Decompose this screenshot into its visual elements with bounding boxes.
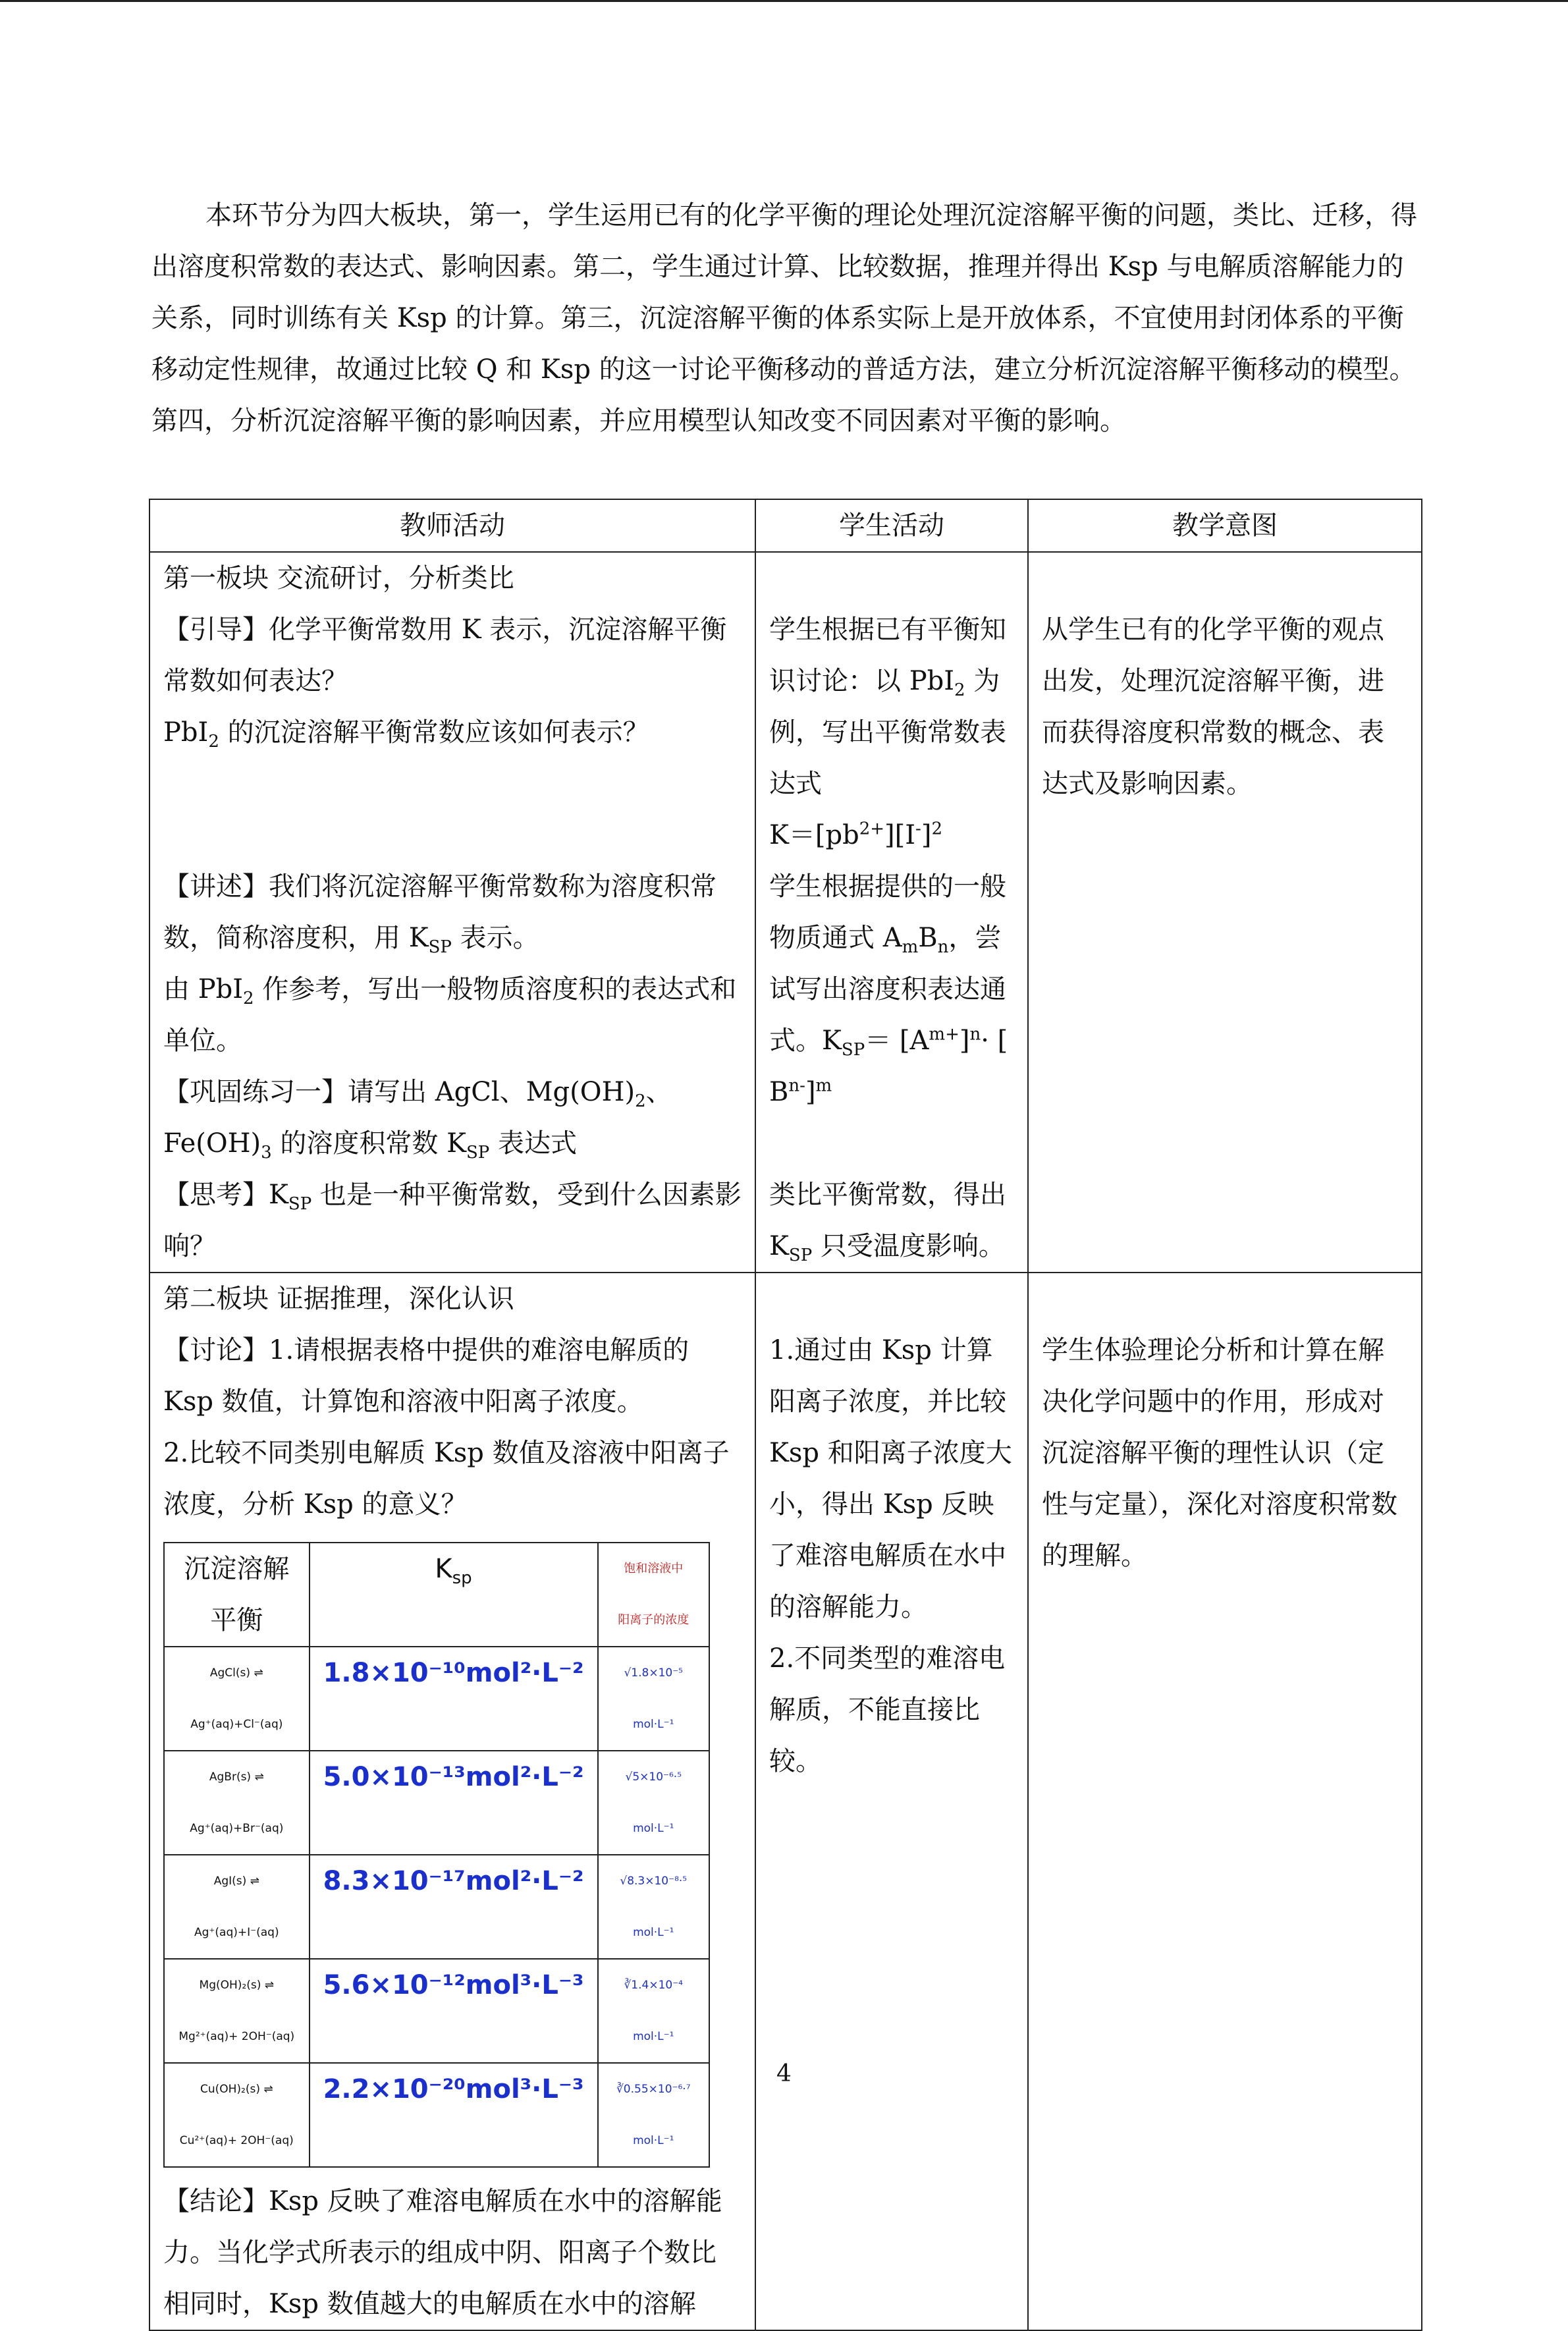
block2-student-2: 2.不同类型的难溶电解质，不能直接比较。 <box>769 1643 1006 1776</box>
block1-narration-general: 由 PbI$_2$ 作参考，写出一般物质溶度积的表达式和单位。 <box>163 974 737 1056</box>
block1-student-discuss: 学生根据已有平衡知识讨论：以 PbI$_2$ 为例，写出平衡常数表达式 <box>769 615 1006 799</box>
ksp-row-value: 2.2×10⁻²⁰mol³·L⁻³ <box>310 2063 598 2167</box>
ksp-row-equation: Mg(OH)₂(s) ⇌ Mg²⁺(aq)+ 2OH⁻(aq) <box>164 1959 310 2063</box>
intro-text: 本环节分为四大板块，第一，学生运用已有的化学平衡的理论处理沉淀溶解平衡的问题，类比、迁移，得出溶度积常数的表达式、影响因素。第二，学生通过计算、比较数据，推理并得出 Ksp 与电解质溶解能力的关系，同时训练有关 Ksp 的计算。第三，沉淀溶解平衡的体系实际上是开放体系，不宜使用封闭体系的平衡移动定性规律，故通过比较 Q 和 Ksp 的这一讨论平衡移动的普适方法，建立分析沉淀溶解平衡移动的模型。第四，分析沉淀溶解平衡的影响因素，并应用模型认知改变不同因素对平衡的影响。 <box>151 200 1417 436</box>
ksp-row <box>164 1751 709 1855</box>
ksp-row <box>164 1855 709 1959</box>
block1-student-conclusion: 类比平衡常数，得出 $K_{SP}$ 只受温度影响。 <box>769 1180 1006 1265</box>
block2-teacher-cell <box>149 1273 755 2330</box>
ksp-row-concentration: √8.3×10⁻⁸·⁵ mol·L⁻¹ <box>598 1855 710 1959</box>
intro-paragraph <box>151 190 1422 447</box>
ksp-row-equation: Cu(OH)₂(s) ⇌ Cu²⁺(aq)+ 2OH⁻(aq) <box>164 2063 310 2167</box>
block1-guide-pbi2: PbI$_2$ 的沉淀溶解平衡常数应该如何表示？ <box>163 717 649 752</box>
table-header-row <box>149 499 1422 552</box>
ksp-header-equilibrium: 沉淀溶解平衡 <box>164 1543 310 1647</box>
block1-guide: 【引导】化学平衡常数用 K 表示，沉淀溶解平衡常数如何表达？ <box>163 615 727 696</box>
ksp-row <box>164 1959 709 2063</box>
block2-conclusion: 【结论】Ksp 反映了难溶电解质在水中的溶解能力。当化学式所表示的组成中阴、阳离子个数比相同时，Ksp 数值越大的电解质在水中的溶解 <box>163 2186 722 2319</box>
top-border-line <box>0 0 1568 2</box>
block1-student-k-expr: $K=[pb^{2+}][I^-]^2$ <box>769 819 942 850</box>
block2-intent-cell <box>1028 1273 1422 2330</box>
block2-row <box>149 1273 1422 2330</box>
ksp-header-row <box>164 1543 709 1647</box>
ksp-header-ksp: $K_{sp}$ <box>310 1543 598 1647</box>
header-student: 学生活动 <box>755 499 1028 552</box>
ksp-row-concentration: ∛1.4×10⁻⁴ mol·L⁻¹ <box>598 1959 710 2063</box>
block1-intent-cell <box>1028 552 1422 1273</box>
ksp-row-value: 1.8×10⁻¹⁰mol²·L⁻² <box>310 1647 598 1751</box>
block1-narration: 【讲述】我们将沉淀溶解平衡常数称为溶度积常数，简称溶度积，用 $K_{SP}$ 表示。 <box>163 871 716 957</box>
block2-discuss-2: 2.比较不同类别电解质 Ksp 数值及溶液中阳离子浓度，分析 Ksp 的意义？ <box>163 1438 730 1520</box>
ksp-row-equation: AgCl(s) ⇌ Ag⁺(aq)+Cl⁻(aq) <box>164 1647 310 1751</box>
block1-student-general: 学生根据提供的一般物质通式 $A_mB_n$，尝试写出溶度积表达通式。$K_{SP}= [A^{m+}]^n\cdot$ [ $B^{n-}]^m$ <box>769 871 1008 1107</box>
block1-student-cell <box>755 552 1028 1273</box>
block2-title: 第二板块 证据推理，深化认识 <box>163 1284 514 1314</box>
header-teacher: 教师活动 <box>149 499 755 552</box>
ksp-row-value: 5.6×10⁻¹²mol³·L⁻³ <box>310 1959 598 2063</box>
ksp-row-concentration: √5×10⁻⁶·⁵ mol·L⁻¹ <box>598 1751 710 1855</box>
ksp-header-concentration: 饱和溶液中 阳离子的浓度 <box>598 1543 710 1647</box>
ksp-row-equation: AgI(s) ⇌ Ag⁺(aq)+I⁻(aq) <box>164 1855 310 1959</box>
block1-title: 第一板块 交流研讨，分析类比 <box>163 563 514 593</box>
page-number: 4 <box>776 2060 792 2087</box>
block2-discuss-1: 【讨论】1.请根据表格中提供的难溶电解质的 Ksp 数值，计算饱和溶液中阳离子浓度。 <box>163 1335 689 1417</box>
ksp-row-value: 5.0×10⁻¹³mol²·L⁻² <box>310 1751 598 1855</box>
block1-teacher-cell <box>149 552 755 1273</box>
ksp-row-concentration: ∛0.55×10⁻⁶·⁷ mol·L⁻¹ <box>598 2063 710 2167</box>
ksp-row-value: 8.3×10⁻¹⁷mol²·L⁻² <box>310 1855 598 1959</box>
ksp-row <box>164 1647 709 1751</box>
block1-exercise: 【巩固练习一】请写出 AgCl、$Mg(OH)_2$、$Fe(OH)_3$ 的溶度积常数 $K_{SP}$ 表达式 <box>163 1077 672 1163</box>
block1-row <box>149 552 1422 1273</box>
ksp-row-equation: AgBr(s) ⇌ Ag⁺(aq)+Br⁻(aq) <box>164 1751 310 1855</box>
block2-intent: 学生体验理论分析和计算在解决化学问题中的作用，形成对沉淀溶解平衡的理性认识（定性与定量），深化对溶度积常数的理解。 <box>1042 1335 1397 1571</box>
lesson-table <box>149 499 1422 2331</box>
block1-intent: 从学生已有的化学平衡的观点出发，处理沉淀溶解平衡，进而获得溶度积常数的概念、表达式及影响因素。 <box>1042 615 1384 799</box>
block2-student-cell <box>755 1273 1028 2330</box>
block2-student-1: 1.通过由 Ksp 计算阳离子浓度，并比较 Ksp 和阳离子浓度大小，得出 Ksp 反映了难溶电解质在水中的溶解能力。 <box>769 1335 1012 1622</box>
header-intent: 教学意图 <box>1028 499 1422 552</box>
block1-think: 【思考】$K_{SP}$ 也是一种平衡常数，受到什么因素影响？ <box>163 1180 742 1261</box>
ksp-row-concentration: √1.8×10⁻⁵ mol·L⁻¹ <box>598 1647 710 1751</box>
